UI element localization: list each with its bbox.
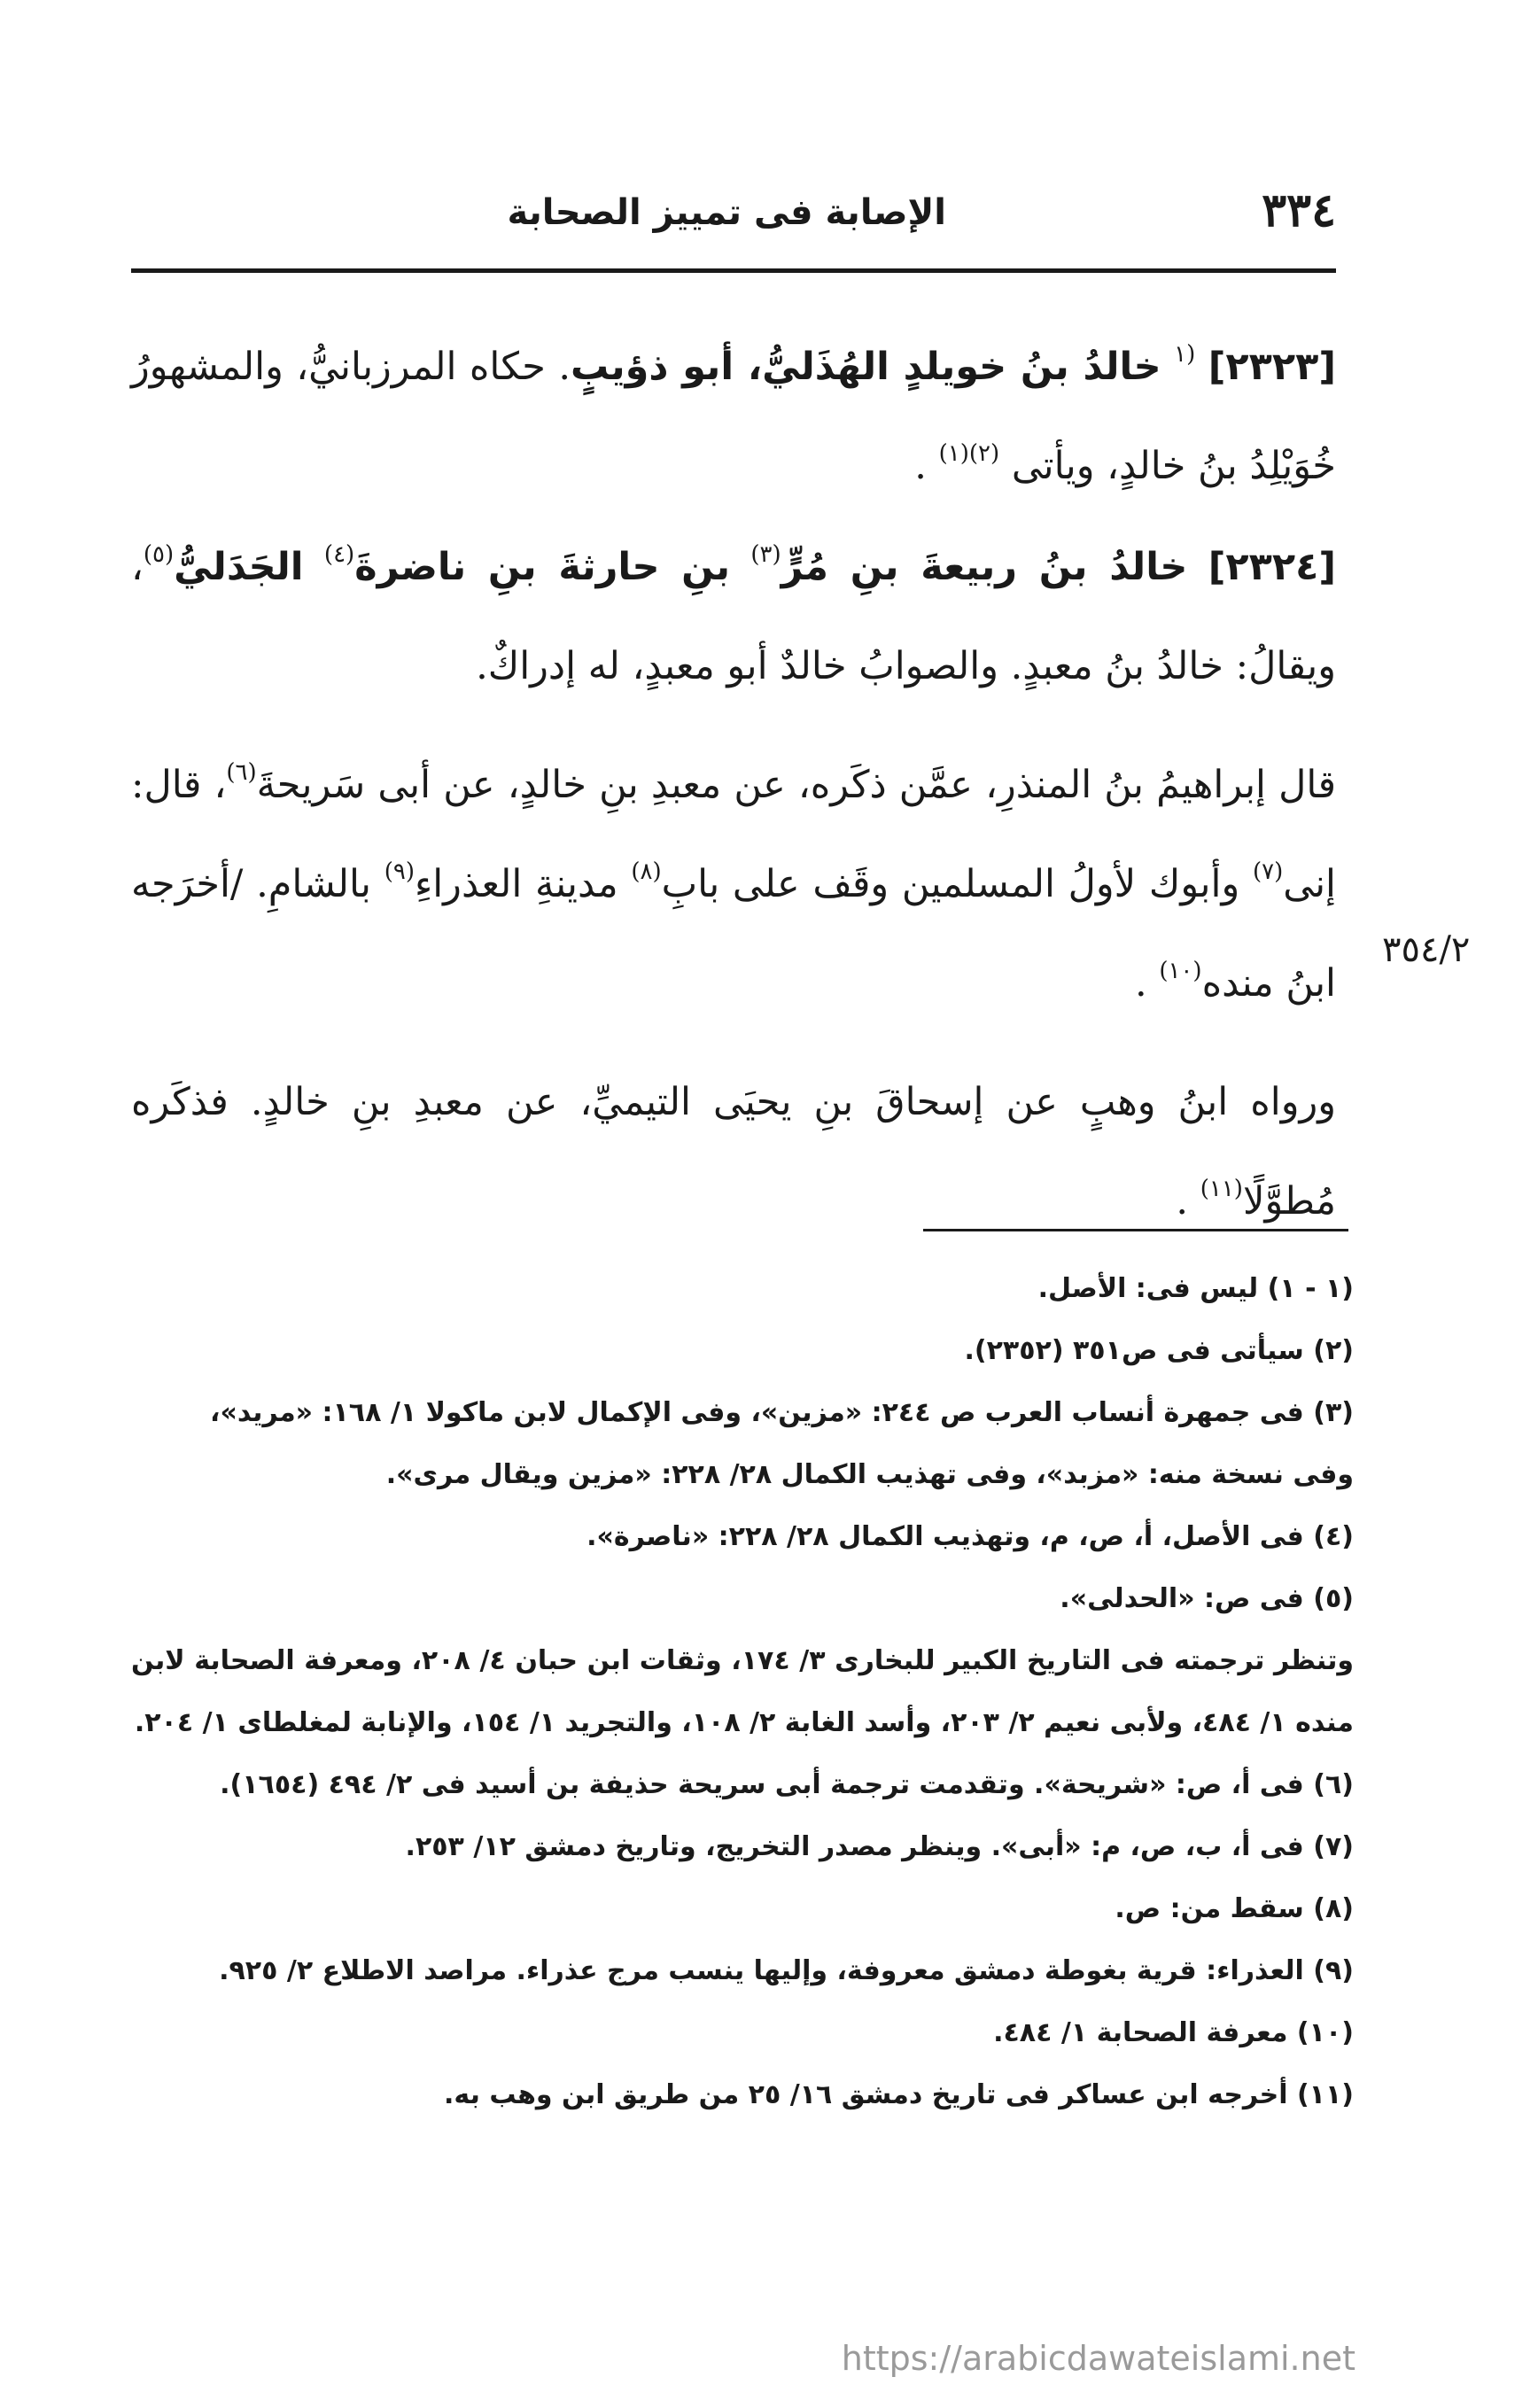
entry-name-part: بنِ حارثةَ بنِ ناضرةَ bbox=[354, 545, 730, 589]
para-text: ، قال: إنى bbox=[131, 763, 1336, 906]
footnote-ref: (١٠) bbox=[1159, 958, 1202, 984]
entry-number: [٢٣٢٤] bbox=[1208, 545, 1336, 589]
footnote-ref: (٥) bbox=[143, 541, 175, 568]
margin-reference: ٣٥٤/٢ bbox=[1382, 929, 1471, 970]
entry-number: [٢٣٢٣] bbox=[1208, 345, 1337, 389]
footnote-ref: (٧) bbox=[1252, 858, 1284, 885]
entry-name-part: خالدُ بنُ ربيعةَ بنِ مُرٍّ bbox=[781, 545, 1188, 589]
footnote-ref: (١ bbox=[1174, 341, 1196, 368]
entry-name: خالدُ بنُ خويلدٍ الهُذَليُّ، أبو ذؤيبٍ bbox=[571, 345, 1161, 389]
footnote-10: (١٠) معرفة الصحابة ١/ ٤٨٤. bbox=[993, 2017, 1354, 2048]
entry-end: . bbox=[914, 444, 939, 488]
entry-2323 bbox=[131, 317, 1336, 516]
footnote-6: (٦) فى أ، ص: «شريحة». وتقدمت ترجمة أبى سريحة حذيفة بن أسيد فى ٢/ ٤٩٤ (١٦٥٤). bbox=[220, 1769, 1354, 1800]
footnote-rule bbox=[923, 1229, 1348, 1231]
para-text: . bbox=[1134, 961, 1147, 1006]
paragraph-2 bbox=[131, 1053, 1336, 1251]
footnote-ref: (٢)(١) bbox=[938, 440, 1000, 467]
footnote-5: (٥) فى ص: «الحدلى». bbox=[1060, 1583, 1354, 1614]
footnote-ref: (٦) bbox=[226, 759, 257, 786]
entry-text: ، ويقالُ: خالدُ بنُ معبدٍ. والصوابُ خالدٌ أبو معبدٍ، له إدراكٌ. bbox=[131, 545, 1336, 688]
para-text: وأبوك لأولُ المسلمين وقَف على بابِ bbox=[661, 862, 1240, 906]
footnotes bbox=[131, 1258, 1354, 2126]
footnote-1: (١ - ١) ليس فى: الأصل. bbox=[1037, 1273, 1354, 1304]
main-text bbox=[131, 317, 1336, 1251]
entry-name-part: الجَدَليُّ bbox=[174, 545, 304, 589]
footnote-3: (٣) فى جمهرة أنساب العرب ص ٢٤٤: «مزين»، وفى الإكمال لابن ماكولا ١/ ١٦٨: «مريد»، bbox=[210, 1397, 1354, 1428]
footnote-5-note: وتنظر ترجمته فى التاريخ الكبير للبخارى ٣/ ١٧٤، وثقات ابن حبان ٤/ ٢٠٨، ومعرفة الصحابة لابن منده ١/ ٤٨٤، ولأبى نعيم ٢/ ٢٠٣، وأسد الغابة ٢/ ١٠٨، والتجريد ١/ ١٥٤، والإنابة لمغلطاى ١/ ٢٠٤. bbox=[131, 1645, 1355, 1738]
footnote-ref: (١١) bbox=[1200, 1176, 1243, 1202]
para-text: قال إبراهيمُ بنُ المنذرِ، عمَّن ذكَره، عن معبدِ بنِ خالدٍ، عن أبى سَريحةَ bbox=[256, 763, 1336, 807]
entry-2324 bbox=[131, 517, 1336, 716]
paragraph-1 bbox=[131, 735, 1336, 1033]
footnote-2: (٢) سيأتى فى ص٣٥١ (٢٣٥٢). bbox=[964, 1335, 1354, 1366]
footnote-ref: (٨) bbox=[631, 858, 662, 885]
entry-text: . حكاه المرزبانيُّ، والمشهورُ خُوَيْلِدُ بنُ خالدٍ، ويأتى bbox=[131, 345, 1336, 488]
watermark-url: https://arabicdawateislami.net bbox=[841, 2339, 1355, 2378]
footnote-ref: (٤) bbox=[323, 541, 355, 568]
running-title: الإصابة فى تمييز الصحابة bbox=[507, 192, 946, 233]
footnote-4: (٤) فى الأصل، أ، ص، م، وتهذيب الكمال ٢٨/ ٢٢٨: «ناصرة». bbox=[586, 1521, 1354, 1552]
footnote-ref: (٩) bbox=[384, 858, 416, 885]
footnote-8: (٨) سقط من: ص. bbox=[1115, 1893, 1354, 1924]
para-text: . bbox=[1176, 1179, 1189, 1223]
page-header bbox=[131, 184, 1336, 237]
page-number: ٣٣٤ bbox=[1262, 183, 1336, 237]
footnote-9: (٩) العذراء: قرية بغوطة دمشق معروفة، وإليها ينسب مرج عذراء. مراصد الاطلاع ٢/ ٩٢٥. bbox=[219, 1955, 1354, 1986]
footnote-7: (٧) فى أ، ب، ص، م: «أبى». وينظر مصدر التخريج، وتاريخ دمشق ١٢/ ٢٥٣. bbox=[405, 1831, 1354, 1862]
para-text: بالشامِ. /أخرَجه ابنُ منده bbox=[131, 862, 1336, 1006]
header-rule bbox=[131, 268, 1336, 273]
footnote-ref: (٣) bbox=[750, 541, 781, 568]
footnote-11: (١١) أخرجه ابن عساكر فى تاريخ دمشق ١٦/ ٢٥ من طريق ابن وهب به. bbox=[444, 2079, 1354, 2110]
para-text: مدينةِ العذراءِ bbox=[415, 862, 618, 906]
footnote-3-continued: وفى نسخة منه: «مزبد»، وفى تهذيب الكمال ٢٨/ ٢٢٨: «مزين ويقال مرى». bbox=[385, 1459, 1354, 1490]
para-text: ورواه ابنُ وهبٍ عن إسحاقَ بنِ يحيَى التيميِّ، عن معبدِ بنِ خالدٍ. فذكَره مُطوَّلًا bbox=[131, 1080, 1336, 1223]
